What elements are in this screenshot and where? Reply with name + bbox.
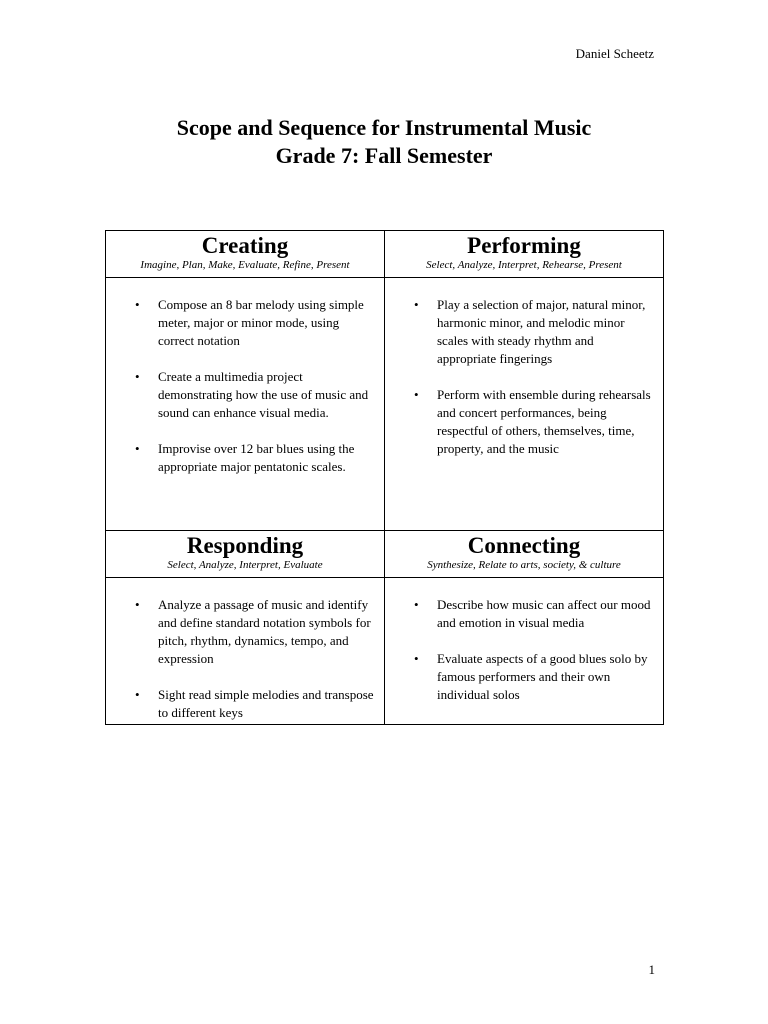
connecting-items-cell bbox=[385, 578, 664, 725]
bullet-icon: • bbox=[414, 387, 419, 402]
responding-header-cell bbox=[106, 531, 385, 578]
creating-items-cell bbox=[106, 278, 385, 531]
creating-list bbox=[106, 278, 384, 476]
author-name: Daniel Scheetz bbox=[575, 46, 654, 61]
list-item-text: Analyze a passage of music and identify and define standard notation symbols for pitch, rhythm, dynamics, tempo, and expression bbox=[158, 597, 371, 666]
bullet-icon: • bbox=[135, 369, 140, 384]
responding-subtitle: Select, Analyze, Interpret, Evaluate bbox=[167, 559, 323, 571]
bullet-icon: • bbox=[414, 597, 419, 612]
list-item bbox=[106, 440, 376, 476]
list-item-text: Sight read simple melodies and transpose to different keys bbox=[158, 687, 374, 720]
bullet-icon: • bbox=[414, 297, 419, 312]
title-line-2: Grade 7: Fall Semester bbox=[275, 143, 493, 168]
bullet-icon: • bbox=[414, 651, 419, 666]
list-item bbox=[106, 368, 376, 422]
responding-heading: Responding bbox=[186, 533, 304, 558]
connecting-list bbox=[385, 578, 663, 704]
list-item bbox=[385, 596, 655, 632]
list-item-text: Create a multimedia project demonstrating how the use of music and sound can enhance visual media. bbox=[158, 369, 369, 420]
list-item bbox=[106, 596, 376, 668]
list-item bbox=[385, 650, 655, 704]
list-item bbox=[106, 296, 376, 350]
list-item-text: Play a selection of major, natural minor, harmonic minor, and melodic minor scales with steady rhythm and appropriate fingerings bbox=[437, 297, 646, 366]
responding-list bbox=[106, 578, 384, 722]
performing-header-cell bbox=[385, 231, 664, 278]
performing-heading: Performing bbox=[467, 233, 581, 258]
performing-subtitle: Select, Analyze, Interpret, Rehearse, Present bbox=[426, 259, 622, 271]
bullet-icon: • bbox=[135, 597, 140, 612]
list-item-text: Describe how music can affect our mood and emotion in visual media bbox=[437, 597, 651, 630]
list-item-text: Compose an 8 bar melody using simple meter, major or minor mode, using correct notation bbox=[158, 297, 364, 348]
list-item-text: Perform with ensemble during rehearsals and concert performances, being respectful of others, themselves, time, property, and the music bbox=[437, 387, 651, 456]
list-item bbox=[385, 386, 655, 458]
list-item-text: Improvise over 12 bar blues using the appropriate major pentatonic scales. bbox=[158, 441, 355, 474]
connecting-header-cell bbox=[385, 531, 664, 578]
responding-items-cell bbox=[106, 578, 385, 725]
page-number: 1 bbox=[648, 962, 655, 977]
document-title bbox=[0, 114, 768, 170]
bullet-icon: • bbox=[135, 297, 140, 312]
list-item bbox=[385, 296, 655, 368]
performing-list bbox=[385, 278, 663, 458]
list-item bbox=[106, 686, 376, 722]
creating-subtitle: Imagine, Plan, Make, Evaluate, Refine, Present bbox=[140, 259, 350, 271]
creating-heading: Creating bbox=[201, 233, 289, 258]
creating-header-cell bbox=[106, 231, 385, 278]
bullet-icon: • bbox=[135, 687, 140, 702]
title-line-1: Scope and Sequence for Instrumental Music bbox=[176, 115, 592, 140]
bullet-icon: • bbox=[135, 441, 140, 456]
performing-items-cell bbox=[385, 278, 664, 531]
connecting-subtitle: Synthesize, Relate to arts, society, & culture bbox=[427, 559, 621, 571]
scope-table bbox=[105, 230, 664, 725]
connecting-heading: Connecting bbox=[467, 533, 581, 558]
list-item-text: Evaluate aspects of a good blues solo by famous performers and their own individual solos bbox=[437, 651, 648, 702]
